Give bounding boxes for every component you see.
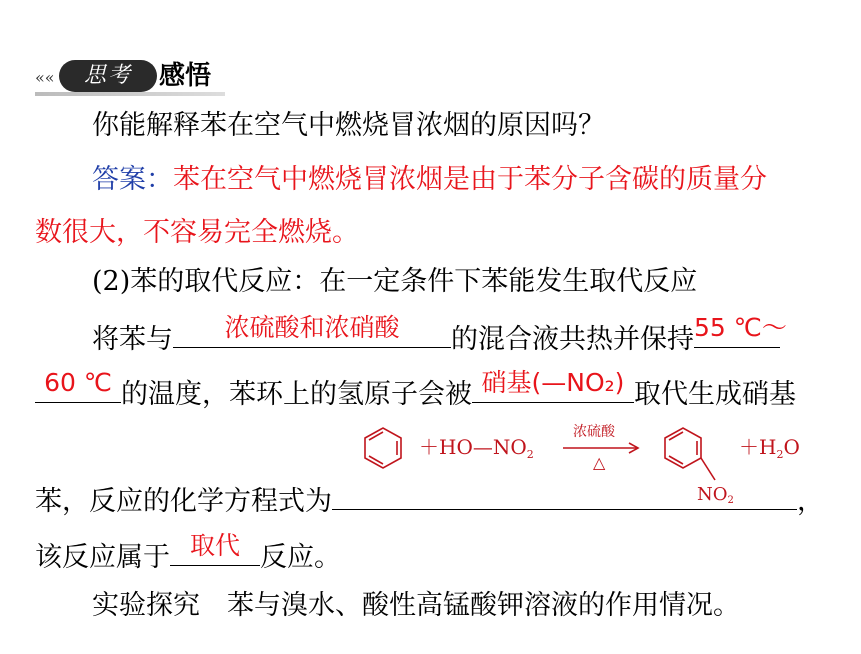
- product-tail: O: [783, 435, 800, 459]
- reagent-text: ＋HO—NO: [419, 435, 527, 459]
- blank-temp-end: [35, 368, 121, 403]
- condition-bottom: △: [593, 453, 606, 472]
- section-badge: [35, 58, 225, 96]
- chevron-left-icon: ««: [35, 68, 55, 87]
- blank-reaction-type-answer: 取代: [189, 531, 240, 560]
- condition-top: 浓硫酸: [573, 424, 615, 440]
- product-sub: 2: [776, 448, 784, 461]
- benzene-ring-icon: [365, 428, 401, 468]
- nitrobenzene-ring-icon: [665, 428, 715, 480]
- question-text: 你能解释苯在空气中燃烧冒浓烟的原因吗？: [92, 110, 605, 141]
- line1-mid: 的混合液共热并保持: [451, 324, 694, 355]
- line2-suffix: 取代生成硝基: [634, 379, 796, 410]
- line4-suffix: 反应。: [260, 542, 341, 573]
- substitution-heading: (2)苯的取代反应：在一定条件下苯能发生取代反应: [92, 266, 698, 297]
- fill-line-3: [35, 483, 824, 519]
- answer-line-1: [92, 163, 767, 197]
- nitro-group-text: NO: [697, 484, 728, 505]
- fill-line-2: [35, 368, 796, 412]
- line3-prefix: 苯，反应的化学方程式为: [35, 486, 332, 517]
- blank-temp-start: [694, 313, 787, 348]
- answer-text-2: 数很大，不容易完全燃烧。: [35, 217, 359, 248]
- blank-equation: [332, 483, 797, 510]
- blank-temp-start-answer: 55 ℃～: [694, 313, 787, 342]
- line3-suffix: ，: [797, 486, 824, 517]
- reagent-sub: 2: [526, 448, 534, 461]
- fill-line-1: [92, 313, 787, 357]
- svg-text:＋HO—NO2: [419, 435, 534, 461]
- blank-nitro-answer: 硝基(—NO₂): [481, 368, 625, 397]
- nitro-sub: 2: [727, 495, 734, 506]
- blank-temp-end-answer: 60 ℃: [44, 368, 112, 397]
- blank-acids: [173, 313, 451, 348]
- section-title: 感悟: [159, 61, 212, 91]
- product-plus: ＋H: [739, 435, 777, 459]
- badge-underline: [35, 92, 225, 96]
- answer-label: 答案：: [92, 164, 173, 195]
- badge-label: 思考: [59, 60, 157, 92]
- line4-prefix: 该反应属于: [35, 542, 170, 573]
- line2-mid: 的温度，苯环上的氢原子会被: [121, 379, 472, 410]
- blank-acids-answer: 浓硫酸和浓硝酸: [224, 313, 400, 342]
- blank-nitro: [472, 368, 634, 403]
- svg-text:＋H2O: [739, 435, 800, 461]
- line1-prefix: 将苯与: [92, 324, 173, 355]
- fill-line-4: [35, 531, 341, 575]
- experiment-text: 实验探究 苯与溴水、酸性高锰酸钾溶液的作用情况。: [92, 590, 740, 621]
- answer-text-1: 苯在空气中燃烧冒浓烟是由于苯分子含碳的质量分: [173, 164, 767, 195]
- blank-reaction-type: [170, 531, 260, 566]
